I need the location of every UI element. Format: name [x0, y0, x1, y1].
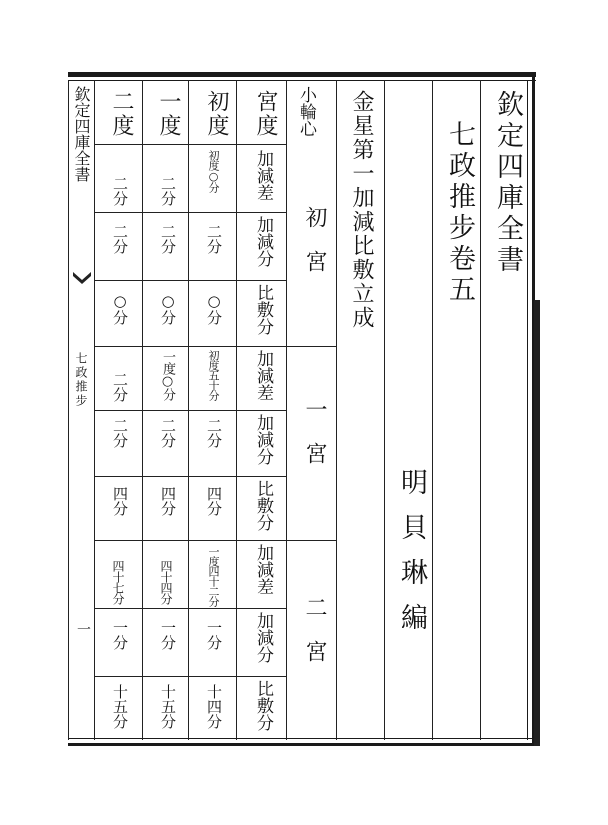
row-header-1: 一度: [156, 90, 181, 138]
row-header-2: 二度: [109, 90, 134, 138]
table-cell: 二分: [111, 224, 129, 254]
frame-bottom-border: [68, 743, 536, 746]
table-row-rule: [94, 280, 286, 281]
table-row-rule: [94, 540, 336, 541]
col-header-4: 加減分: [253, 414, 273, 465]
row-header-palace-degree: 宮度: [253, 90, 278, 138]
text-col-line: [480, 80, 481, 740]
table-header-rule: [94, 144, 286, 145]
table-row-rule: [94, 608, 286, 609]
table-cell: 一分: [111, 620, 129, 650]
table-cell: 四分: [205, 486, 223, 516]
fish-tail-mark-icon: [72, 268, 92, 286]
table-cell: 四分: [159, 486, 177, 516]
table-cell: 二分: [159, 176, 177, 206]
table-cell: 初度○分: [207, 150, 220, 192]
row-header-0: 初度: [204, 90, 229, 138]
col-header-3: 加減差: [253, 350, 273, 401]
page-edge-shadow: [534, 300, 540, 746]
table-cell: 二分: [159, 418, 177, 448]
col-header-6: 加減差: [253, 544, 273, 595]
frame-bottom-inner-border: [68, 738, 536, 739]
palace-label-2: 二宮: [302, 596, 327, 684]
table-cell: ○分: [159, 292, 177, 325]
text-col-line: [384, 80, 385, 740]
table-row-rule: [94, 476, 286, 477]
table-cell: 二分: [111, 372, 129, 402]
col-header-5: 比敷分: [253, 480, 273, 531]
margin-volume-label: 七政推步: [74, 352, 88, 408]
table-cell: 四分: [111, 486, 129, 516]
col-header-0: 加減差: [253, 150, 273, 201]
frame-right-inner-border: [527, 80, 528, 740]
table-cell: 十四分: [205, 684, 223, 729]
table-key-label: 小輪心: [296, 86, 316, 137]
col-header-2: 比敷分: [253, 284, 273, 335]
table-col-line: [336, 80, 337, 740]
table-cell: 二分: [205, 418, 223, 448]
table-row-rule: [94, 676, 286, 677]
table-cell: ○分: [111, 292, 129, 325]
table-cell: 一分: [159, 620, 177, 650]
col-header-7: 加減分: [253, 612, 273, 663]
table-col-line: [286, 80, 287, 740]
frame-top-inner-border: [68, 80, 536, 81]
section-title: 金星第一加減比敷立成: [349, 90, 374, 330]
table-cell: 一度○分: [160, 350, 175, 400]
table-cell: 一分: [205, 620, 223, 650]
book-title: 欽定四庫全書: [492, 90, 523, 276]
table-cell: 四十七分: [111, 560, 125, 604]
table-cell: 十五分: [111, 684, 129, 729]
table-cell: ○分: [205, 292, 223, 325]
table-row-rule: [94, 212, 286, 213]
palace-label-1: 一宮: [302, 398, 327, 486]
margin-page-number: 一: [75, 622, 91, 640]
author-line: 明貝琳編: [396, 468, 427, 648]
table-cell: 二分: [111, 176, 129, 206]
palace-label-0: 初宮: [302, 206, 327, 294]
col-header-8: 比敷分: [253, 680, 273, 731]
table-row-rule: [94, 346, 336, 347]
text-col-line: [432, 80, 433, 740]
table-row-rule: [94, 410, 286, 411]
table-cell: 四十四分: [159, 560, 173, 604]
col-header-1: 加減分: [253, 216, 273, 267]
margin-book-title: 欽定四庫全書: [72, 86, 91, 182]
table-cell: 二分: [111, 418, 129, 448]
table-cell: 二分: [205, 224, 223, 254]
frame-top-border: [68, 72, 536, 77]
table-cell: 一度四十二分: [207, 546, 220, 606]
table-cell: 二分: [159, 224, 177, 254]
table-cell: 初度五十分: [207, 350, 220, 400]
margin-left-line: [68, 80, 69, 740]
table-cell: 十五分: [159, 684, 177, 729]
volume-title: 七政推步卷五: [444, 120, 475, 306]
